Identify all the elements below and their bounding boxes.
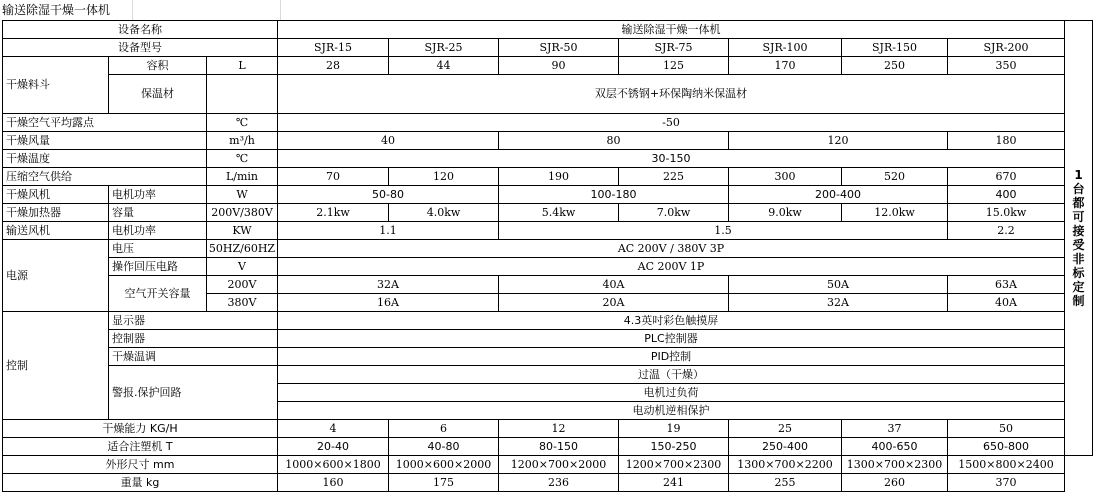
weight-cell: 260 bbox=[842, 474, 948, 492]
volume-label: 容积 bbox=[109, 57, 207, 75]
model-cell: SJR-25 bbox=[389, 39, 499, 57]
heater-cell: 4.0kw bbox=[389, 204, 499, 222]
breaker-200-cell: 32A bbox=[278, 276, 499, 294]
heater-cell: 5.4kw bbox=[499, 204, 619, 222]
breaker-200-cell: 40A bbox=[499, 276, 729, 294]
fan-cell: 200-400 bbox=[729, 186, 948, 204]
injection-cell: 250-400 bbox=[729, 438, 842, 456]
volume-cell: 170 bbox=[729, 57, 842, 75]
dims-cell: 1000×600×1800 bbox=[278, 456, 389, 474]
model-cell: SJR-15 bbox=[278, 39, 389, 57]
volume-cell: 90 bbox=[499, 57, 619, 75]
breaker-380-cell: 16A bbox=[278, 294, 499, 312]
dewpoint-value: -50 bbox=[278, 114, 1065, 132]
compressed-cell: 520 bbox=[842, 168, 948, 186]
op-circuit-unit: V bbox=[207, 258, 278, 276]
airflow-cell: 80 bbox=[499, 132, 729, 150]
injection-cell: 150-250 bbox=[619, 438, 729, 456]
injection-cell: 40-80 bbox=[389, 438, 499, 456]
model-cell: SJR-100 bbox=[729, 39, 842, 57]
alarm-item: 过温（干燥） bbox=[278, 366, 1065, 384]
heater-cell: 2.1kw bbox=[278, 204, 389, 222]
fan-unit: W bbox=[207, 186, 278, 204]
dims-cell: 1500×800×2400 bbox=[948, 456, 1065, 474]
injection-label: 适合注塑机 T bbox=[3, 438, 278, 456]
breaker-380-unit: 380V bbox=[207, 294, 278, 312]
controller-label: 控制器 bbox=[109, 330, 278, 348]
dry-capacity-cell: 19 bbox=[619, 420, 729, 438]
compressed-label: 压缩空气供给 bbox=[3, 168, 207, 186]
temp-label: 干燥温度 bbox=[3, 150, 207, 168]
dims-cell: 1200×700×2000 bbox=[499, 456, 619, 474]
breaker-200-cell: 63A bbox=[948, 276, 1065, 294]
weight-cell: 241 bbox=[619, 474, 729, 492]
volume-cell: 44 bbox=[389, 57, 499, 75]
weight-cell: 255 bbox=[729, 474, 842, 492]
injection-cell: 650-800 bbox=[948, 438, 1065, 456]
breaker-380-cell: 40A bbox=[948, 294, 1065, 312]
heater-cell: 7.0kw bbox=[619, 204, 729, 222]
weight-cell: 160 bbox=[278, 474, 389, 492]
dewpoint-unit: ℃ bbox=[207, 114, 278, 132]
weight-cell: 370 bbox=[948, 474, 1065, 492]
compressed-cell: 300 bbox=[729, 168, 842, 186]
airflow-cell: 120 bbox=[729, 132, 948, 150]
dry-capacity-label: 干燥能力 KG/H bbox=[3, 420, 278, 438]
breaker-200-unit: 200V bbox=[207, 276, 278, 294]
conveyor-unit: KW bbox=[207, 222, 278, 240]
heater-capacity-label: 容量 bbox=[109, 204, 207, 222]
fan-power-label: 电机功率 bbox=[109, 186, 207, 204]
volume-cell: 125 bbox=[619, 57, 729, 75]
conveyor-cell: 1.5 bbox=[499, 222, 948, 240]
sheet-title: 输送除湿干燥一体机 bbox=[2, 3, 111, 17]
dims-cell: 1200×700×2300 bbox=[619, 456, 729, 474]
dry-capacity-cell: 4 bbox=[278, 420, 389, 438]
airflow-unit: m³/h bbox=[207, 132, 278, 150]
dims-label: 外形尺寸 mm bbox=[3, 456, 278, 474]
fan-cell: 100-180 bbox=[499, 186, 729, 204]
voltage-label: 电压 bbox=[109, 240, 207, 258]
spec-table bbox=[2, 20, 1093, 492]
name-value: 输送除湿干燥一体机 bbox=[278, 21, 1065, 39]
compressed-cell: 190 bbox=[499, 168, 619, 186]
volume-cell: 350 bbox=[948, 57, 1065, 75]
controller-value: PLC控制器 bbox=[278, 330, 1065, 348]
volume-unit: L bbox=[207, 57, 278, 75]
insulation-unit bbox=[207, 75, 278, 114]
heater-label: 干燥加热器 bbox=[3, 204, 109, 222]
heater-unit: 200V/380V bbox=[207, 204, 278, 222]
airflow-label: 干燥风量 bbox=[3, 132, 207, 150]
injection-cell: 20-40 bbox=[278, 438, 389, 456]
display-label: 显示器 bbox=[109, 312, 278, 330]
dims-cell: 1000×600×2000 bbox=[389, 456, 499, 474]
compressed-cell: 70 bbox=[278, 168, 389, 186]
dims-cell: 1300×700×2200 bbox=[729, 456, 842, 474]
temp-ctrl-label: 干燥温调 bbox=[109, 348, 278, 366]
voltage-unit: 50HZ/60HZ bbox=[207, 240, 278, 258]
dry-capacity-cell: 12 bbox=[499, 420, 619, 438]
conveyor-power-label: 电机功率 bbox=[109, 222, 207, 240]
weight-cell: 236 bbox=[499, 474, 619, 492]
breaker-380-cell: 20A bbox=[499, 294, 729, 312]
name-label: 设备名称 bbox=[3, 21, 278, 39]
fan-cell: 50-80 bbox=[278, 186, 499, 204]
compressed-cell: 120 bbox=[389, 168, 499, 186]
model-cell: SJR-200 bbox=[948, 39, 1065, 57]
model-cell: SJR-50 bbox=[499, 39, 619, 57]
insulation-label: 保温材 bbox=[109, 75, 207, 114]
heater-cell: 12.0kw bbox=[842, 204, 948, 222]
breaker-label: 空气开关容量 bbox=[109, 276, 207, 312]
dry-capacity-cell: 50 bbox=[948, 420, 1065, 438]
display-value: 4.3英吋彩色触摸屏 bbox=[278, 312, 1065, 330]
model-cell: SJR-150 bbox=[842, 39, 948, 57]
model-label: 设备型号 bbox=[3, 39, 278, 57]
fan-cell: 400 bbox=[948, 186, 1065, 204]
injection-cell: 400-650 bbox=[842, 438, 948, 456]
gridline bbox=[280, 0, 281, 20]
volume-cell: 28 bbox=[278, 57, 389, 75]
side-note: 1 台 都 可 接 受 非 标 定 制 bbox=[1065, 21, 1093, 456]
op-circuit-label: 操作回压电路 bbox=[109, 258, 207, 276]
conveyor-label: 输送风机 bbox=[3, 222, 109, 240]
temp-value: 30-150 bbox=[278, 150, 1065, 168]
fan-label: 干燥风机 bbox=[3, 186, 109, 204]
power-label: 电源 bbox=[3, 240, 109, 312]
dry-capacity-cell: 6 bbox=[389, 420, 499, 438]
model-cell: SJR-75 bbox=[619, 39, 729, 57]
breaker-380-cell: 32A bbox=[729, 294, 948, 312]
conveyor-cell: 2.2 bbox=[948, 222, 1065, 240]
weight-label: 重量 kg bbox=[3, 474, 278, 492]
dry-capacity-cell: 25 bbox=[729, 420, 842, 438]
alarm-item: 电机过负荷 bbox=[278, 384, 1065, 402]
airflow-cell: 180 bbox=[948, 132, 1065, 150]
insulation-value: 双层不锈钢+环保陶纳米保温材 bbox=[278, 75, 1065, 114]
alarm-item: 电动机逆相保护 bbox=[278, 402, 1065, 420]
dry-capacity-cell: 37 bbox=[842, 420, 948, 438]
conveyor-cell: 1.1 bbox=[278, 222, 499, 240]
dewpoint-label: 干燥空气平均露点 bbox=[3, 114, 207, 132]
temp-ctrl-value: PID控制 bbox=[278, 348, 1065, 366]
temp-unit: ℃ bbox=[207, 150, 278, 168]
injection-cell: 80-150 bbox=[499, 438, 619, 456]
voltage-value: AC 200V / 380V 3P bbox=[278, 240, 1065, 258]
gridline bbox=[132, 0, 133, 20]
control-label: 控制 bbox=[3, 312, 109, 420]
weight-cell: 175 bbox=[389, 474, 499, 492]
breaker-200-cell: 50A bbox=[729, 276, 948, 294]
heater-cell: 15.0kw bbox=[948, 204, 1065, 222]
volume-cell: 250 bbox=[842, 57, 948, 75]
heater-cell: 9.0kw bbox=[729, 204, 842, 222]
compressed-unit: L/min bbox=[207, 168, 278, 186]
alarm-label: 警报.保护回路 bbox=[109, 366, 278, 420]
compressed-cell: 225 bbox=[619, 168, 729, 186]
hopper-label: 干燥料斗 bbox=[3, 57, 109, 114]
airflow-cell: 40 bbox=[278, 132, 499, 150]
dims-cell: 1300×700×2300 bbox=[842, 456, 948, 474]
compressed-cell: 670 bbox=[948, 168, 1065, 186]
op-circuit-value: AC 200V 1P bbox=[278, 258, 1065, 276]
